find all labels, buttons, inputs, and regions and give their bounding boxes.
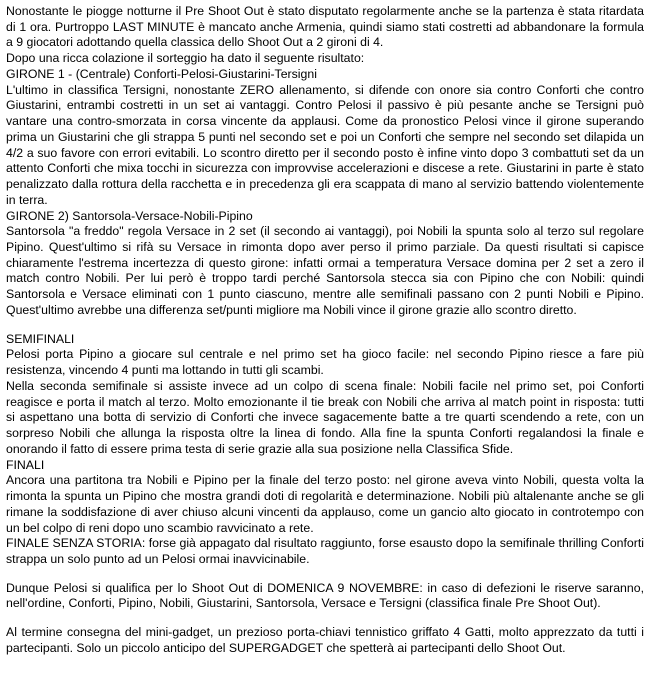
paragraph-qualificazione: Dunque Pelosi si qualifica per lo Shoot Out di DOMENICA 9 NOVEMBRE: in caso di defezioni le riserve saranno, nell'ordine, Conforti, Pipino, Nobili, Giustarini, Santorsola, Versace e Tersigni (classifica finale Pre Shoot Out). <box>6 580 644 611</box>
paragraph-semifinali-1: Pelosi porta Pipino a giocare sul centrale e nel primo set ha gioco facile: nel secondo Pipino riesce a fare più resistenza, vincendo 4 punti ma lottando in tutti gli scambi. <box>6 347 644 378</box>
heading-semifinali: SEMIFINALI <box>6 331 75 346</box>
section-spacer-3 <box>6 612 644 625</box>
paragraph-finali: Ancora una partitona tra Nobili e Pipino per la finale del terzo posto: nel girone aveva vinto Nobili, questa volta la rimonta la spunta un Pipino che mostra grandi doti di regolarità e determinazione. Nobili più altalenante anche se gli rimane la soddisfazione di aver chiuso alcuni vincenti da applauso, come un gancio alto giocato in controtempo con un bel colpo di reni dopo uno scambio ravvicinato a rete. <box>6 473 644 535</box>
paragraph-gadget: Al termine consegna del mini-gadget, un prezioso porta-chiavi tennistico griffato 4 Gatti, molto apprezzato da tutti i partecipanti. Solo un piccolo anticipo del SUPERGADGET che spetterà ai partecipanti dello Shoot Out. <box>6 625 644 655</box>
paragraph-finale-senza-storia: FINALE SENZA STORIA: forse già appagato dal risultato raggiunto, forse esausto dopo la semifinale thrilling Conforti strappa un solo punto ad un Pelosi ormai inavvicinabile. <box>6 536 644 566</box>
heading-girone-1: GIRONE 1 - (Centrale) Conforti-Pelosi-Giustarini-Tersigni <box>6 66 317 81</box>
paragraph-sorteggio: Dopo una ricca colazione il sorteggio ha dato il seguente risultato: <box>6 51 365 66</box>
section-spacer-1 <box>6 319 644 332</box>
paragraph-girone-1: L'ultimo in classifica Tersigni, nonostante ZERO allenamento, si difende con onore sia contro Conforti che contro Giustarini, entrambi costretti in un set ai vantaggi. Contro Pelosi il passivo è più pesante anche se Tersigni può vantare una contro-smorzata in corsa vincente da applausi. Come da pronostico Pelosi vince il girone superando prima un Giustarini che gli strappa 5 punti nel secondo set e poi un Conforti che sempre nel secondo set dilapida un 4/2 a suo favore con errori evitabili. Lo scontro diretto per il secondo posto è infine vinto dopo 3 combattuti set da un attento Conforti che mixa tocchi in sicurezza con improvvise accelerazioni e discese a rete. Giustarini in parte è stato penalizzato dalla rottura della racchetta e in precedenza gli era scappata di mano al servizio battendo violentemente in terra. <box>6 82 644 207</box>
paragraph-semifinali-2: Nella seconda semifinale si assiste invece ad un colpo di scena finale: Nobili facile nel primo set, poi Conforti reagisce e porta il match al terzo. Molto emozionante il tie break con Nobili che arriva al match point in risposta: tutti si aspettano una botta di servizio di Conforti che invece sagacemente batte a tre quarti scendendo a rete, con un sorpreso Nobili che allunga la risposta oltre la linea di fondo. Alla fine la spunta Conforti regalandosi la finale e onorando il fatto di essere prima testa di serie grazie alla sua posizione nella Classifica Sfide. <box>6 378 644 456</box>
heading-finali: FINALI <box>6 457 45 472</box>
heading-girone-2: GIRONE 2) Santorsola-Versace-Nobili-Pipino <box>6 208 253 223</box>
paragraph-intro: Nonostante le piogge notturne il Pre Shoot Out è stato disputato regolarmente anche se la partenza è stata ritardata di 1 ora. Purtroppo LAST MINUTE è mancato anche Armenia, quindi siamo stati costretti ad abbandonare la formula a 9 giocatori adottando quella classica dello Shoot Out a 2 gironi di 4. <box>6 4 644 50</box>
section-spacer-2 <box>6 568 644 581</box>
paragraph-girone-2: Santorsola "a freddo" regola Versace in 2 set (il secondo ai vantaggi), poi Nobili la spunta solo al terzo sul regolare Pipino. Quest'ultimo si rifà su Versace in rimonta dopo aver perso il primo parziale. Da questi risultati si capisce chiaramente l'estrema incertezza di questo girone: infatti ormai a temperatura Versace domina per 2 set a zero il match contro Nobili. Per lui però è troppo tardi perché Santorsola stecca sia con Pipino che con Nobili: quindi Santorsola e Versace eliminati con 1 punto ciascuno, mentre alle semifinali passano con 2 punti Nobili e Pipino. Quest'ultimo avrebbe una differenza set/punti migliore ma Nobili vince il girone grazie allo scontro diretto. <box>6 224 644 317</box>
